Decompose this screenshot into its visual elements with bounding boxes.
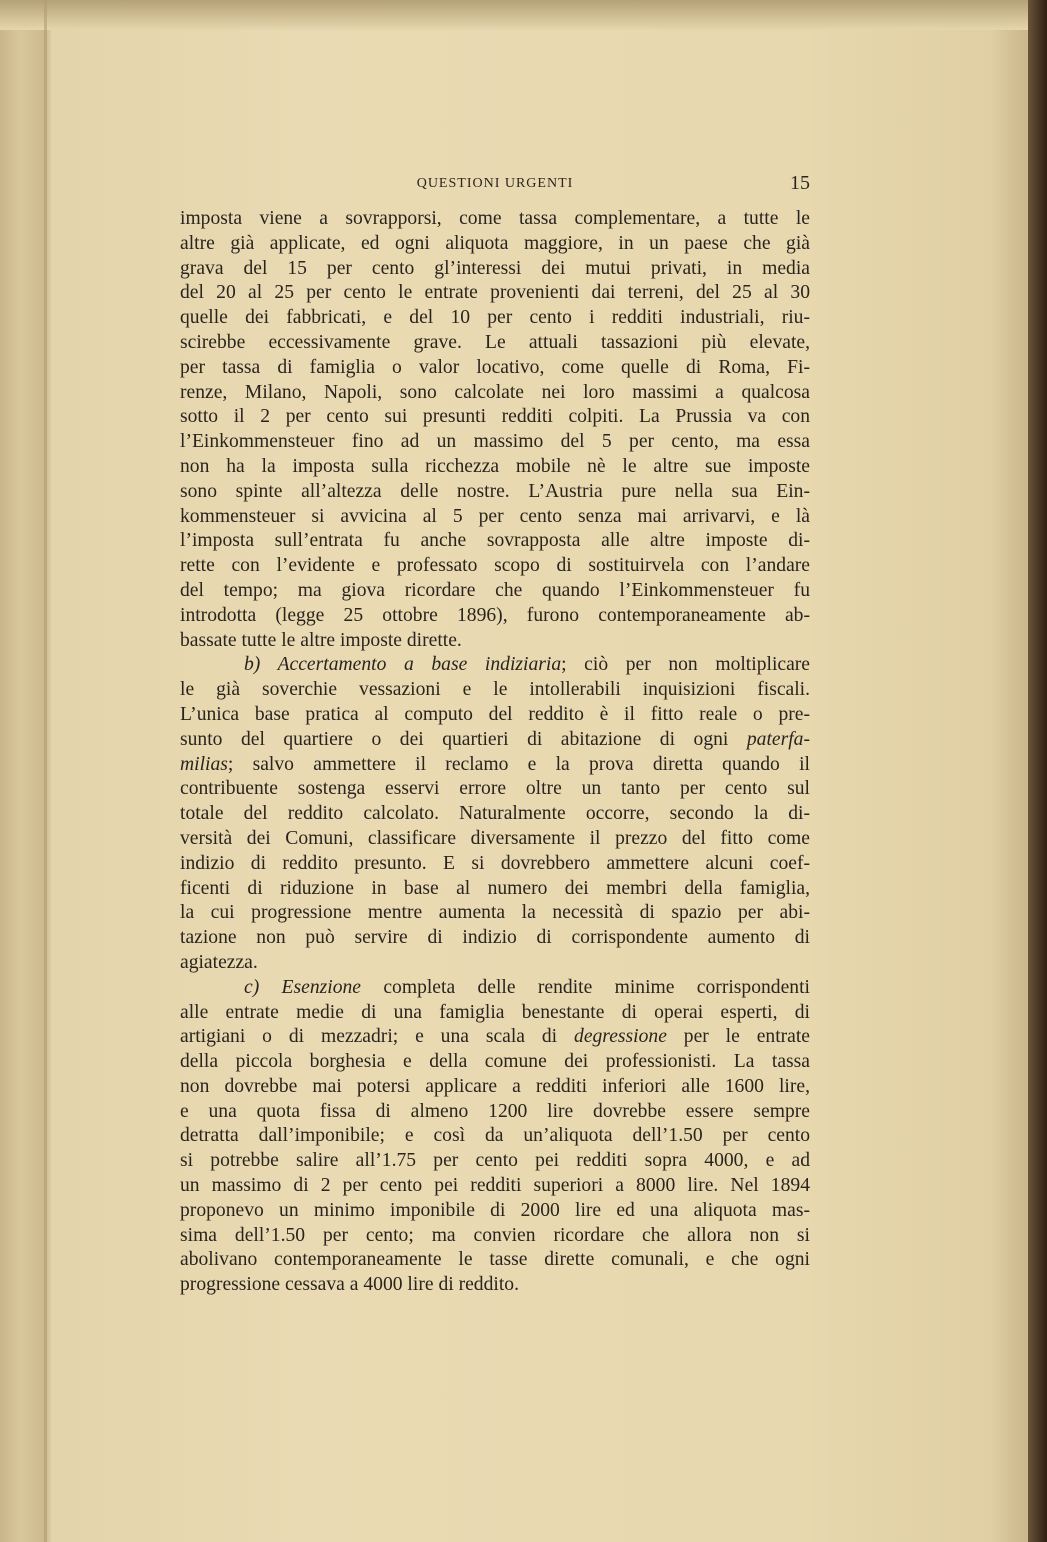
text-segment: proponevo un minimo imponibile di 2000 lire ed una aliquota mas- [180, 1199, 810, 1221]
text-line [180, 1174, 810, 1199]
text-segment: L’unica base pratica al computo del reddito è il fitto reale o pre- [180, 703, 810, 725]
text-line [180, 232, 810, 257]
text-segment: ficenti di riduzione in base al numero dei membri della famiglia, [180, 877, 810, 899]
text-segment: l’Einkommensteuer fino ad un massimo del 5 per cento, ma essa [180, 431, 810, 453]
text-segment: un massimo di 2 per cento pei redditi superiori a 8000 lire. Nel 1894 [180, 1175, 810, 1197]
text-line [180, 728, 810, 753]
text-segment: versità dei Comuni, classificare diversamente il prezzo del fitto come [180, 827, 810, 849]
text-line [180, 653, 810, 678]
text-segment: sima dell’1.50 per cento; ma convien ricordare che allora non si [180, 1224, 810, 1246]
text-segment: alle entrate medie di una famiglia benestante di operai esperti, di [180, 1001, 810, 1023]
text-segment: detratta dall’imponibile; e così da un’aliquota dell’1.50 per cento [180, 1125, 810, 1147]
text-segment: sunto del quartiere o dei quartieri di abitazione di ogni [180, 728, 747, 750]
text-segment: imposta viene a sovrapporsi, come tassa complementare, a tutte le [180, 208, 810, 229]
text-segment: abolivano contemporaneamente le tasse dirette comunali, e che ogni [180, 1249, 810, 1271]
text-segment: completa delle rendite minime corrispondenti [361, 976, 810, 998]
text-segment: del tempo; ma giova ricordare che quando l’Einkommensteuer fu [180, 579, 810, 601]
text-segment: bassate tutte le altre imposte dirette. [180, 629, 462, 651]
text-line [180, 257, 810, 282]
text-line [180, 678, 810, 703]
text-line [180, 802, 810, 827]
text-line [180, 901, 810, 926]
text-line [180, 579, 810, 604]
page-number: 15 [790, 172, 810, 194]
text-line [180, 381, 810, 406]
text-line [180, 455, 810, 480]
text-line [180, 529, 810, 554]
text-segment: totale del reddito calcolato. Naturalmente occorre, secondo la di- [180, 803, 810, 825]
text-line [180, 331, 810, 356]
text-segment: contribuente sostenga esservi errore oltre un tanto per cento sul [180, 778, 810, 800]
text-line [180, 1224, 810, 1249]
page-right-edge [1028, 0, 1047, 1542]
text-segment: progressione cessava a 4000 lire di reddito. [180, 1274, 519, 1296]
text-segment: renze, Milano, Napoli, sono calcolate nei loro massimi a qualcosa [180, 381, 810, 403]
text-segment: del 20 al 25 per cento le entrate provenienti dai terreni, del 25 al 30 [180, 282, 810, 304]
text-line [180, 629, 810, 654]
text-segment: e una quota fissa di almeno 1200 lire dovrebbe essere sempre [180, 1100, 810, 1122]
text-line [180, 281, 810, 306]
text-segment: artigiani o di mezzadri; e una scala di [180, 1026, 575, 1048]
text-line [180, 207, 810, 232]
text-segment: l’imposta sull’entrata fu anche sovrapposta alle altre imposte di- [180, 530, 810, 552]
text-line [180, 777, 810, 802]
text-segment: ; ciò per non moltiplicare [561, 654, 810, 676]
text-line [180, 604, 810, 629]
text-segment: della piccola borghesia e della comune dei professionisti. La tassa [180, 1051, 810, 1073]
text-line [180, 505, 810, 530]
text-line [180, 1001, 810, 1026]
italic-text: degressione [574, 1026, 667, 1048]
binding-gutter [44, 0, 47, 1542]
text-segment: grava del 15 per cento gl’interessi dei mutui privati, in media [180, 257, 810, 279]
text-segment: sono spinte all’altezza delle nostre. L’Austria pure nella sua Ein- [180, 480, 810, 502]
text-segment: quelle dei fabbricati, e del 10 per cento i redditi industriali, riu- [180, 307, 810, 329]
text-segment: altre già applicate, ed ogni aliquota maggiore, in un paese che già [180, 232, 810, 254]
text-line [180, 1100, 810, 1125]
text-line [180, 1149, 810, 1174]
text-line [180, 852, 810, 877]
text-segment: agiatezza. [180, 951, 258, 973]
text-segment: scirebbe eccessivamente grave. Le attuali tassazioni più elevate, [180, 331, 810, 353]
text-line [180, 306, 810, 331]
text-line [180, 877, 810, 902]
text-line [180, 926, 810, 951]
text-segment: si potrebbe salire all’1.75 per cento pei redditi sopra 4000, e ad [180, 1150, 810, 1172]
text-segment: indizio di reddito presunto. E si dovrebbero ammettere alcuni coef- [180, 852, 810, 874]
italic-text: b) Accertamento a base indiziaria [244, 654, 562, 676]
text-line [180, 356, 810, 381]
running-title: QUESTIONI URGENTI [416, 176, 574, 191]
text-line [180, 827, 810, 852]
text-line [180, 976, 810, 1001]
text-line [180, 951, 810, 976]
text-segment: non dovrebbe mai potersi applicare a redditi inferiori alle 1600 lire, [180, 1075, 810, 1097]
text-segment: introdotta (legge 25 ottobre 1896), furono contemporaneamente ab- [180, 604, 810, 626]
text-segment: per tassa di famiglia o valor locativo, come quelle di Roma, Fi- [180, 356, 810, 378]
italic-text: milias [180, 753, 228, 775]
page-header [180, 172, 810, 196]
text-segment: le già soverchie vessazioni e le intollerabili inquisizioni fiscali. [180, 679, 810, 701]
text-line [180, 1050, 810, 1075]
text-segment: la cui progressione mentre aumenta la necessità di spazio per abi- [180, 902, 810, 924]
page-top-edge [0, 0, 1030, 30]
text-line [180, 1025, 810, 1050]
text-line [180, 1075, 810, 1100]
text-line [180, 480, 810, 505]
text-line [180, 1273, 810, 1298]
text-line [180, 554, 810, 579]
text-segment: ; salvo ammettere il reclamo e la prova diretta quando il [227, 753, 810, 775]
text-segment: per le entrate [666, 1026, 810, 1048]
text-segment: kommensteuer si avvicina al 5 per cento senza mai arrivarvi, e là [180, 505, 810, 527]
text-line [180, 430, 810, 455]
text-line [180, 1248, 810, 1273]
text-line [180, 405, 810, 430]
text-segment: non ha la imposta sulla ricchezza mobile nè le altre sue imposte [180, 455, 810, 477]
text-line [180, 703, 810, 728]
text-line [180, 753, 810, 778]
text-line [180, 1199, 810, 1224]
text-segment: rette con l’evidente e professato scopo di sostituirvela con l’andare [180, 555, 810, 577]
text-segment: tazione non può servire di indizio di corrispondente aumento di [180, 927, 810, 949]
italic-text: paterfa- [746, 728, 810, 750]
body-text [180, 207, 810, 1298]
text-line [180, 1124, 810, 1149]
text-segment: sotto il 2 per cento sui presunti redditi colpiti. La Prussia va con [180, 406, 810, 428]
italic-text: c) Esenzione [244, 976, 361, 998]
